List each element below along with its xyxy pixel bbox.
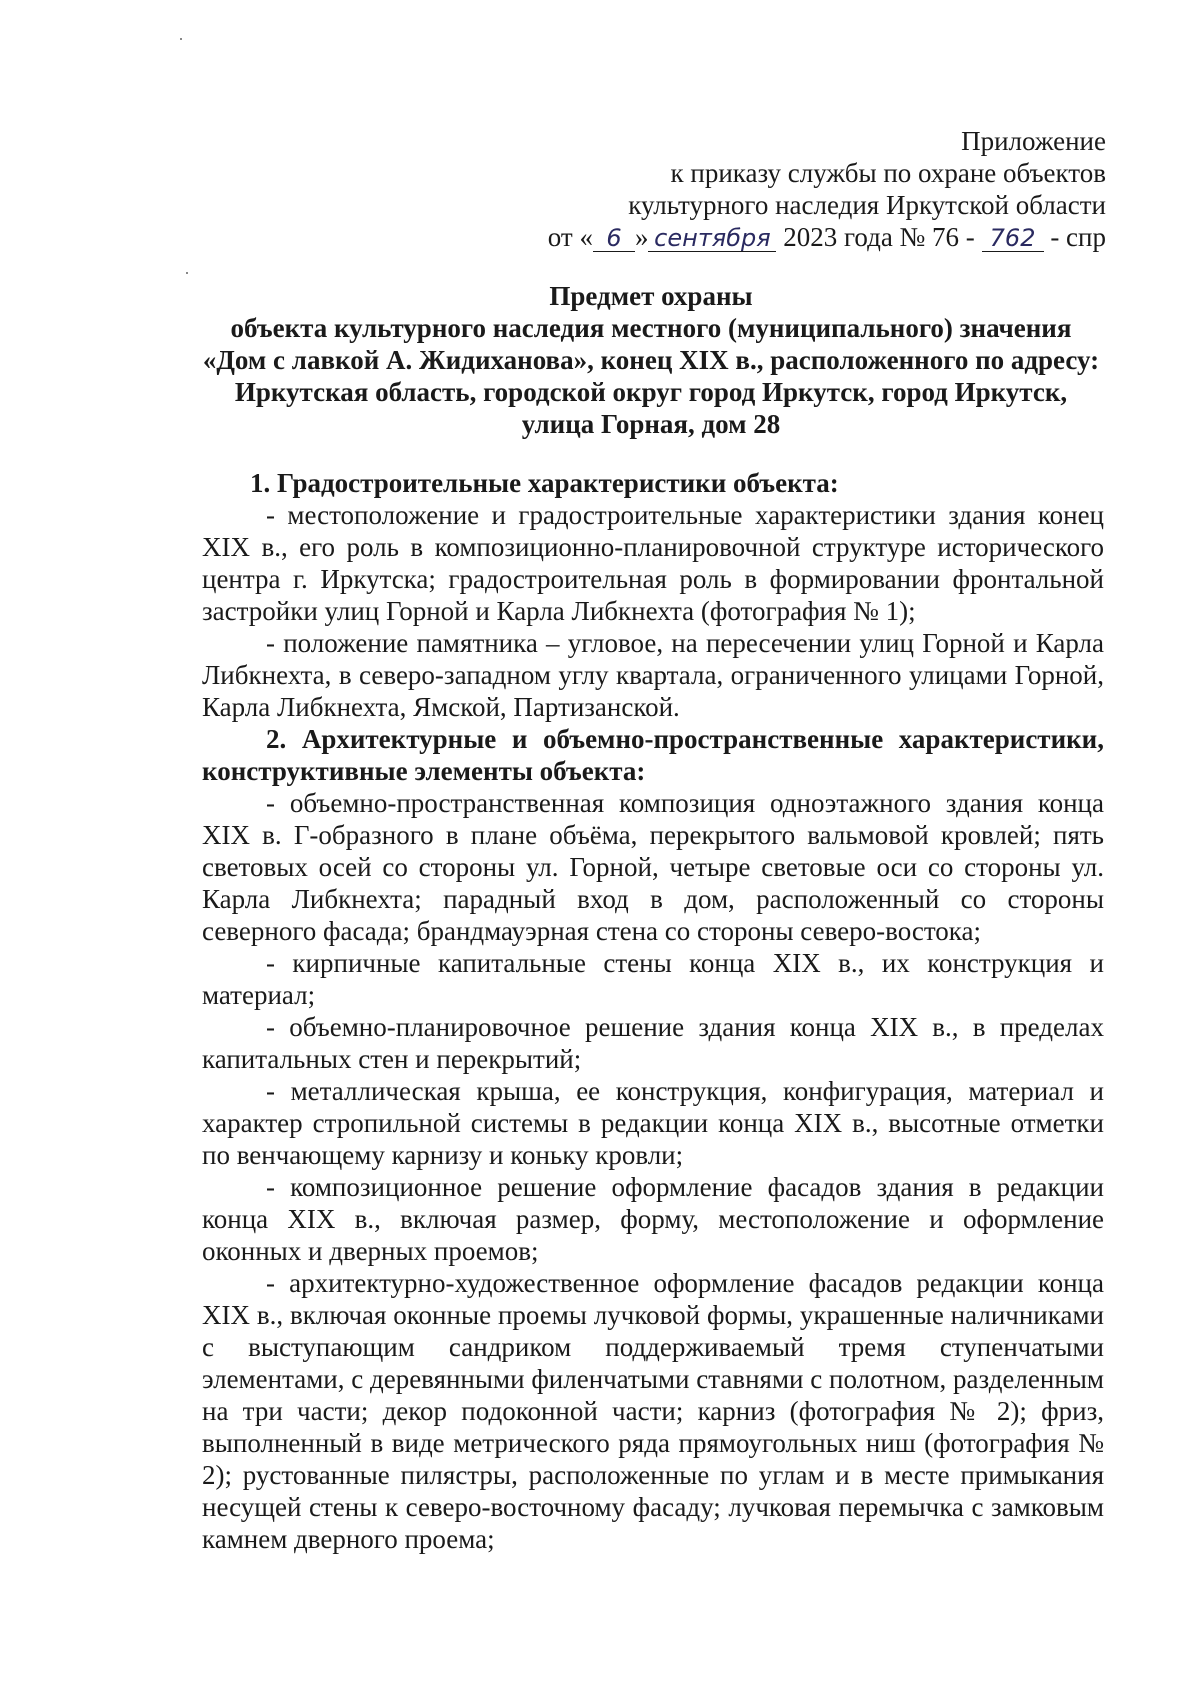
date-prefix: от « — [547, 222, 593, 252]
list-item: - объемно-планировочное решение здания конца XIX в., в пределах капитальных стен и перекрытий; — [202, 1012, 1104, 1074]
date-year: 2023 года № 76 - — [783, 222, 975, 252]
title-line: улица Горная, дом 28 — [521, 409, 781, 439]
list-item: - кирпичные капитальные стены конца XIX в., их конструкция и материал; — [202, 948, 1104, 1010]
document-title — [196, 280, 1106, 440]
section-heading: 1. Градостроительные характеристики объекта: — [250, 468, 839, 498]
list-item: - местоположение и градостроительные характеристики здания конец XIX в., его роль в композиционно-планировочной структуре исторического центра г. Иркутска; градостроительная роль в формировании фронтальной застройки улиц Горной и Карла Либкнехта (фотография № 1); — [202, 500, 1104, 626]
title-line: объекта культурного наследия местного (муниципального) значения — [230, 313, 1072, 343]
appendix-authority: культурного наследия Иркутской области — [628, 190, 1106, 220]
list-item: - металлическая крыша, ее конструкция, конфигурация, материал и характер стропильной системы в редакции конца XIX в., высотные отметки по венчающему карнизу и коньку кровли; — [202, 1076, 1104, 1170]
title-line: «Дом с лавкой А. Жидиханова», конец XIX в., расположенного по адресу: — [202, 345, 1100, 375]
list-item: - композиционное решение оформление фасадов здания в редакции конца XIX в., включая размер, форму, местоположение и оформление оконных и дверных проемов; — [202, 1172, 1104, 1266]
list-item: - архитектурно-художественное оформление фасадов редакции конца XIX в., включая оконные проемы лучковой формы, украшенные наличниками с выступающим сандриком поддерживаемый тремя ступенчатыми элементами, с деревянными филенчатыми ставнями с полотном, разделенным на три части; декор подоконной части; карниз (фотография № 2); фриз, выполненный в виде метрического ряда прямоугольных ниш (фотография № 2); рустованные пилястры, расположенные по углам и в месте примыкания несущей стены к северо-восточному фасаду; лучковая перемычка с замковым камнем дверного проема; — [202, 1268, 1104, 1554]
scan-speck — [180, 38, 182, 40]
handwritten-day: 6 — [593, 225, 635, 252]
title-line: Иркутская область, городской округ город Иркутск, город Иркутск, — [234, 377, 1068, 407]
order-suffix: - спр — [1050, 222, 1106, 252]
scan-speck — [186, 272, 188, 274]
list-item: - положение памятника – угловое, на пересечении улиц Горной и Карла Либкнехта, в северо-западном углу квартала, ограниченного улицами Горной, Карла Либкнехта, Ямской, Партизанской. — [202, 628, 1104, 722]
section-heading: 2. Архитектурные и объемно-пространственные характеристики, конструктивные элементы объекта: — [202, 724, 1104, 786]
appendix-title: Приложение — [961, 126, 1106, 156]
title-line: Предмет охраны — [549, 281, 753, 311]
list-item: - объемно-пространственная композиция одноэтажного здания конца XIX в. Г-образного в плане объёма, перекрытого вальмовой кровлей; пять световых осей со стороны ул. Горной, четыре световые оси со стороны ул. Карла Либкнехта; парадный вход в дом, расположенный со стороны северного фасада; брандмауэрная стена со стороны северо-востока; — [202, 788, 1104, 946]
handwritten-order-number: 762 — [982, 225, 1044, 252]
appendix-block — [406, 125, 1106, 253]
document-body — [202, 467, 1104, 1555]
handwritten-month: сентября — [648, 225, 776, 252]
date-mid: » — [634, 222, 649, 252]
appendix-order-ref: к приказу службы по охране объектов — [670, 158, 1106, 188]
appendix-date-line — [406, 221, 1106, 253]
